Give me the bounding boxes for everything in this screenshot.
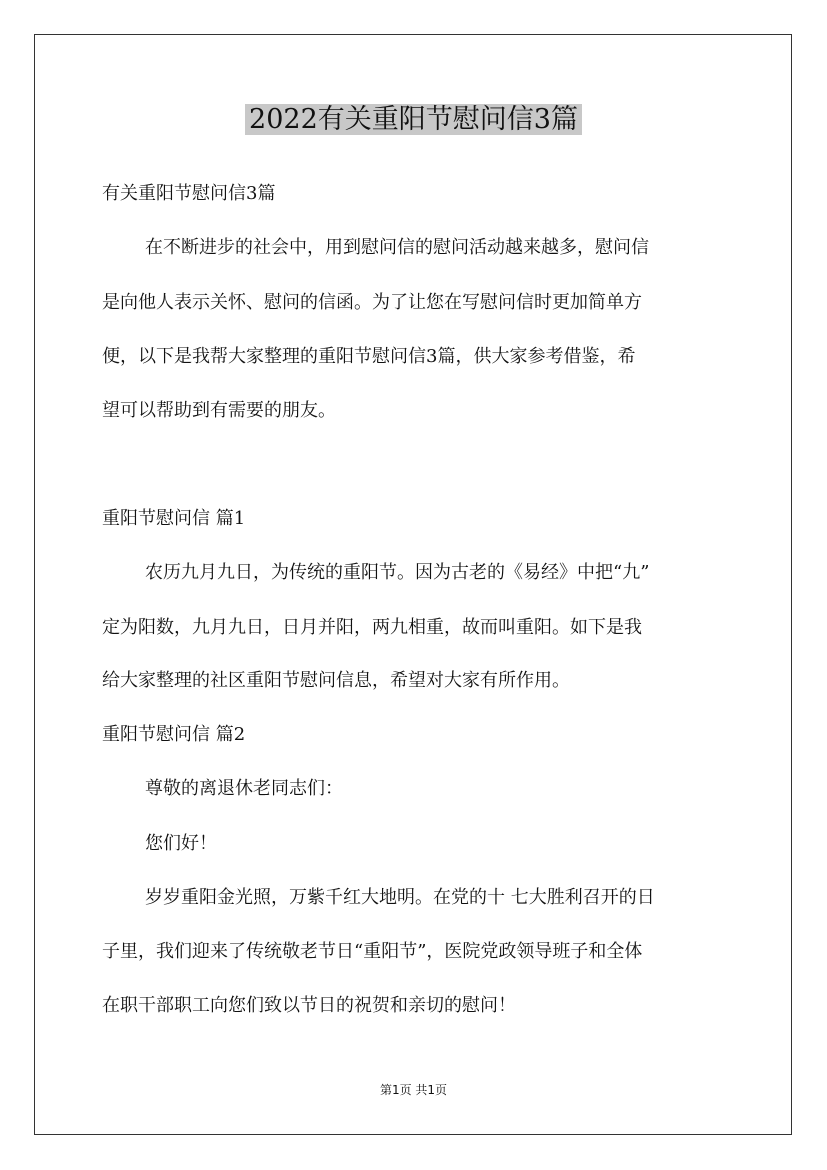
document-title-text: 2022有关重阳节慰问信3篇 (245, 104, 582, 135)
salutation-line: 您们好！ (145, 833, 217, 854)
section-heading-1: 重阳节慰问信 篇1 (102, 508, 246, 529)
section-heading-2: 重阳节慰问信 篇2 (102, 724, 246, 745)
subtitle-line: 有关重阳节慰问信3篇 (102, 183, 276, 204)
section1-line-2: 定为阳数，九月九日，日月并阳，两九相重，故而叫重阳。如下是我 (102, 617, 642, 638)
section2-line-3: 在职干部职工向您们致以节日的祝贺和亲切的慰问！ (102, 995, 516, 1016)
section2-line-1: 岁岁重阳金光照，万紫千红大地明。在党的十 七大胜利召开的日 (145, 887, 655, 908)
section2-line-2: 子里，我们迎来了传统敬老节日“重阳节”，医院党政领导班子和全体 (102, 941, 643, 962)
intro-line-3: 便，以下是我帮大家整理的重阳节慰问信3篇，供大家参考借鉴，希 (102, 346, 636, 367)
greeting-line: 尊敬的离退休老同志们： (145, 778, 343, 799)
intro-line-1: 在不断进步的社会中，用到慰问信的慰问活动越来越多，慰问信 (145, 237, 649, 258)
page-footer: 第1页 共1页 (379, 1083, 448, 1097)
section1-line-1: 农历九月九日，为传统的重阳节。因为古老的《易经》中把“九” (145, 562, 650, 583)
section1-line-3: 给大家整理的社区重阳节慰问信息，希望对大家有所作用。 (102, 670, 570, 691)
intro-line-2: 是向他人表示关怀、慰问的信函。为了让您在写慰问信时更加简单方 (102, 292, 642, 313)
intro-line-4: 望可以帮助到有需要的朋友。 (102, 400, 336, 421)
document-title (0, 100, 827, 140)
